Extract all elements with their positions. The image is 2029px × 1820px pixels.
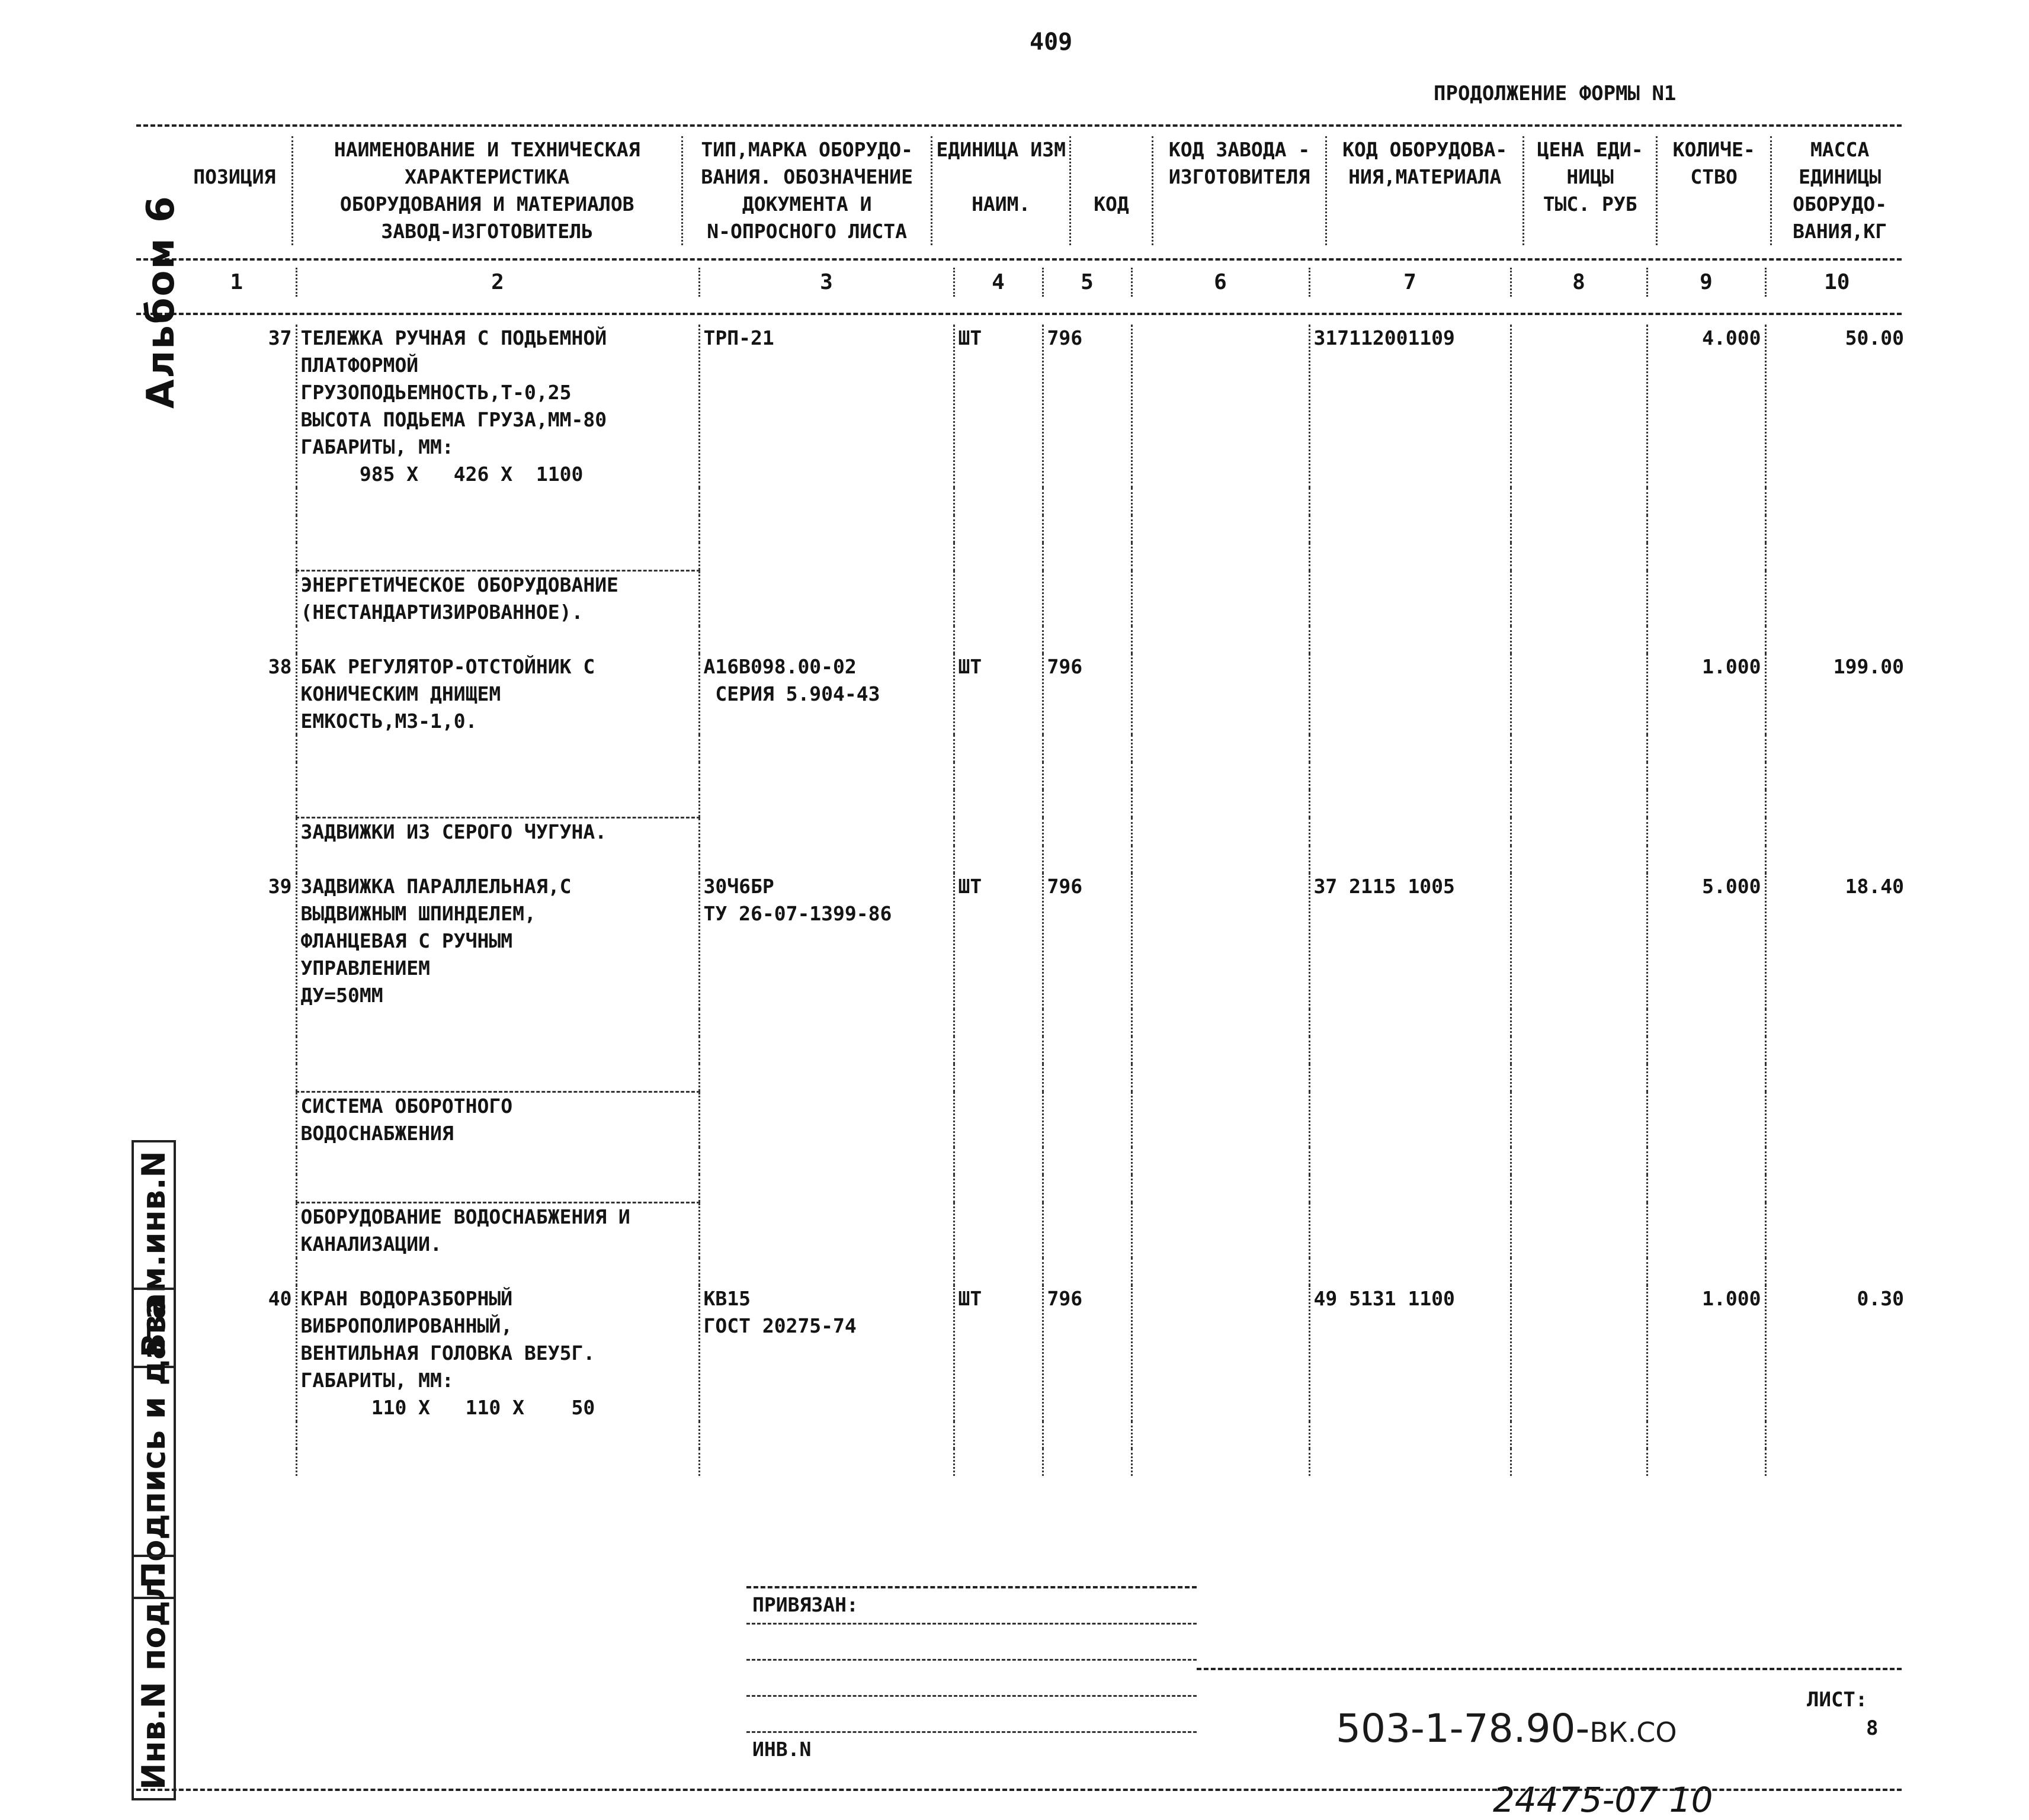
header-line: ОБОРУДОВАНИЯ И МАТЕРИАЛОВ xyxy=(339,192,634,216)
cell-name: БАК РЕГУЛЯТОР-ОТСТОЙНИК С КОНИЧЕСКИМ ДНИЩЕМ ЕМКОСТЬ,М3-1,0. xyxy=(296,653,699,735)
header-cell xyxy=(1152,136,1326,245)
cell-factory-code xyxy=(1132,325,1309,488)
cell-equip-code xyxy=(1309,653,1511,735)
header-line xyxy=(1331,191,1519,218)
header-line: ХАРАКТЕРИСТИКА xyxy=(405,165,570,188)
vzam-inv-label: Взам.инв.N xyxy=(132,1140,176,1368)
header-line xyxy=(936,218,1066,245)
cell-name: КРАН ВОДОРАЗБОРНЫЙ ВИБРОПОЛИРОВАННЫЙ, ВЕНТИЛЬНАЯ ГОЛОВКА ВЕУ5Г. ГАБАРИТЫ, ММ: 110 X 110 X 50 xyxy=(296,1285,699,1421)
spacer-row xyxy=(178,1174,1908,1203)
column-number: 2 xyxy=(296,268,699,297)
header-rule xyxy=(136,258,1902,261)
header-cell xyxy=(1771,136,1908,245)
cell-unit-code: 796 xyxy=(1043,325,1132,488)
header-line: КОЛИЧЕ- xyxy=(1672,138,1755,161)
spacer-row xyxy=(178,1449,1908,1476)
cell-equip-code: 37 2115 1005 xyxy=(1309,873,1511,1009)
spacer-row xyxy=(178,543,1908,571)
signature-date-label: Подпись и дата xyxy=(132,1288,176,1599)
cell-unit-code: 796 xyxy=(1043,653,1132,735)
column-number: 10 xyxy=(1765,268,1908,297)
cell-price xyxy=(1511,325,1647,488)
header-line xyxy=(1157,191,1322,218)
spacer-row xyxy=(178,789,1908,818)
header-line xyxy=(181,136,288,163)
spacer-row xyxy=(178,1036,1908,1064)
column-number: 9 xyxy=(1647,268,1765,297)
spacer-row xyxy=(178,1147,1908,1174)
column-number: 3 xyxy=(699,268,954,297)
header-line xyxy=(1075,218,1148,245)
cell-qty: 1.000 xyxy=(1647,1285,1765,1421)
header-line: НИЯ,МАТЕРИАЛА xyxy=(1348,165,1502,188)
header-line: КОД xyxy=(1094,192,1129,216)
doc-code-main: 503-1-78.90- xyxy=(1336,1706,1590,1751)
header-line xyxy=(1157,218,1322,245)
cell-unit: ШТ xyxy=(954,873,1043,1009)
cell-unit-code: 796 xyxy=(1043,873,1132,1009)
album-label: Альбом 6 xyxy=(139,195,183,409)
header-line: ТИП,МАРКА ОБОРУДО- xyxy=(701,138,913,161)
header-line xyxy=(1661,191,1767,218)
column-number: 6 xyxy=(1132,268,1309,297)
cell-pos: 37 xyxy=(268,326,292,349)
cell-mass: 50.00 xyxy=(1765,325,1908,488)
spacer-row xyxy=(178,762,1908,789)
header-line: ИЗГОТОВИТЕЛЯ xyxy=(1168,165,1310,188)
cell-mass: 0.30 xyxy=(1765,1285,1908,1421)
cell-name: ЗАДВИЖКА ПАРАЛЛЕЛЬНАЯ,С ВЫДВИЖНЫМ ШПИНДЕЛЕМ, ФЛАНЦЕВАЯ С РУЧНЫМ УПРАВЛЕНИЕМ ДУ=50ММ xyxy=(296,873,699,1009)
header-line: ДОКУМЕНТА И xyxy=(742,192,872,216)
spacer-row xyxy=(178,1258,1908,1285)
table-row xyxy=(178,1285,1908,1421)
spacer-row xyxy=(178,1009,1908,1036)
cell-factory-code xyxy=(1132,873,1309,1009)
section-title: ЭНЕРГЕТИЧЕСКОЕ ОБОРУДОВАНИЕ (НЕСТАНДАРТИЗИРОВАННОЕ). xyxy=(296,571,699,627)
document-code xyxy=(1336,1706,1677,1751)
privyazan-label: ПРИВЯЗАН: xyxy=(752,1593,858,1616)
cell-unit: ШТ xyxy=(954,325,1043,488)
cell-type: А16В098.00-02 СЕРИЯ 5.904-43 xyxy=(699,653,954,735)
header-line: СТВО xyxy=(1690,165,1738,188)
table-header xyxy=(178,136,1908,245)
header-line: НИЦЫ xyxy=(1566,165,1614,188)
section-row xyxy=(178,1203,1908,1259)
sheet-number: 8 xyxy=(1866,1716,1879,1740)
header-line xyxy=(1528,218,1652,245)
cell-type: 30Ч6БР ТУ 26-07-1399-86 xyxy=(699,873,954,1009)
cell-qty: 1.000 xyxy=(1647,653,1765,735)
header-line xyxy=(181,191,288,218)
header-line xyxy=(936,163,1066,191)
section-title: ОБОРУДОВАНИЕ ВОДОСНАБЖЕНИЯ И КАНАЛИЗАЦИИ. xyxy=(296,1203,699,1259)
column-number: 5 xyxy=(1043,268,1132,297)
spec-table xyxy=(178,325,1908,1476)
header-line: МАССА xyxy=(1810,138,1870,161)
spacer-row xyxy=(178,735,1908,762)
section-title: СИСТЕМА ОБОРОТНОГО ВОДОСНАБЖЕНИЯ xyxy=(296,1092,699,1148)
header-cell xyxy=(1326,136,1524,245)
bottom-rule xyxy=(136,1789,1902,1791)
cell-unit: ШТ xyxy=(954,1285,1043,1421)
spacer-row xyxy=(178,1421,1908,1449)
section-title: ЗАДВИЖКИ ИЗ СЕРОГО ЧУГУНА. xyxy=(296,818,699,846)
header-line xyxy=(1331,218,1519,245)
cell-mass: 199.00 xyxy=(1765,653,1908,735)
spacer-row xyxy=(178,515,1908,543)
section-row xyxy=(178,571,1908,627)
inv-label: ИНВ.N xyxy=(752,1738,812,1761)
header-cell xyxy=(1657,136,1771,245)
header-line: ВАНИЯ. ОБОЗНАЧЕНИЕ xyxy=(701,165,913,188)
header-line: ЕДИНИЦА ИЗМ xyxy=(936,138,1066,161)
spacer-row xyxy=(178,488,1908,515)
section-row xyxy=(178,1092,1908,1148)
header-line: ТЫС. РУБ xyxy=(1543,192,1637,216)
spacer-row xyxy=(178,846,1908,873)
header-line: КОД ОБОРУДОВА- xyxy=(1342,138,1508,161)
continuation-title: ПРОДОЛЖЕНИЕ ФОРМЫ N1 xyxy=(1434,82,1677,105)
header-line: НАИМ. xyxy=(972,192,1031,216)
cell-name: ТЕЛЕЖКА РУЧНАЯ С ПОДЬЕМНОЙ ПЛАТФОРМОЙ ГРУЗОПОДЬЕМНОСТЬ,Т-0,25 ВЫСОТА ПОДЬЕМА ГРУЗА,ММ-80 ГАБАРИТЫ, ММ: 985 X 426 X 1100 xyxy=(296,325,699,488)
header-cell xyxy=(682,136,932,245)
header-line xyxy=(1075,136,1148,163)
header-cell xyxy=(292,136,682,245)
cell-qty: 4.000 xyxy=(1647,325,1765,488)
doc-code-suffix: ВК.СО xyxy=(1589,1716,1677,1748)
header-line: ЕДИНИЦЫ xyxy=(1799,165,1881,188)
cell-unit-code: 796 xyxy=(1043,1285,1132,1421)
page-number: 409 xyxy=(1030,28,1073,56)
spacer-row xyxy=(178,1064,1908,1092)
table-row xyxy=(178,325,1908,488)
table-row xyxy=(178,873,1908,1009)
cell-equip-code: 49 5131 1100 xyxy=(1309,1285,1511,1421)
top-rule xyxy=(136,124,1902,127)
header-cell xyxy=(178,136,292,245)
header-cell xyxy=(1524,136,1657,245)
inventory-number: 24475-07 10 xyxy=(1493,1780,1713,1820)
cell-price xyxy=(1511,1285,1647,1421)
header-line: ПОЗИЦИЯ xyxy=(193,165,276,188)
inv-podl-label: Инв.N подл. xyxy=(132,1555,176,1800)
cell-type: ТРП-21 xyxy=(699,325,954,488)
cell-equip-code: 317112001109 xyxy=(1309,325,1511,488)
column-numbers xyxy=(178,268,1908,297)
header-line: ОБОРУДО- xyxy=(1793,192,1887,216)
cell-price xyxy=(1511,653,1647,735)
cell-price xyxy=(1511,873,1647,1009)
header-cell xyxy=(932,136,1070,245)
header-line: КОД ЗАВОДА - xyxy=(1168,138,1310,161)
title-stamp xyxy=(746,1586,1197,1767)
header-line xyxy=(1075,163,1148,191)
header-line: ВАНИЯ,КГ xyxy=(1793,220,1887,243)
colnum-rule xyxy=(136,313,1902,315)
cell-factory-code xyxy=(1132,653,1309,735)
cell-pos: 40 xyxy=(268,1287,292,1310)
cell-factory-code xyxy=(1132,1285,1309,1421)
sheet-label: ЛИСТ: xyxy=(1807,1688,1868,1712)
header-line: N-ОПРОСНОГО ЛИСТА xyxy=(707,220,908,243)
section-row xyxy=(178,818,1908,846)
column-number: 4 xyxy=(954,268,1043,297)
cell-mass: 18.40 xyxy=(1765,873,1908,1009)
cell-pos: 38 xyxy=(268,655,292,678)
header-line: ЦЕНА ЕДИ- xyxy=(1537,138,1643,161)
column-number: 1 xyxy=(230,270,243,294)
spacer-row xyxy=(178,626,1908,653)
cell-unit: ШТ xyxy=(954,653,1043,735)
column-number: 8 xyxy=(1511,268,1647,297)
cell-pos: 39 xyxy=(268,875,292,898)
header-line: ЗАВОД-ИЗГОТОВИТЕЛЬ xyxy=(381,220,594,243)
column-number: 7 xyxy=(1309,268,1511,297)
cell-type: КВ15 ГОСТ 20275-74 xyxy=(699,1285,954,1421)
table-row xyxy=(178,653,1908,735)
header-line: НАИМЕНОВАНИЕ И ТЕХНИЧЕСКАЯ xyxy=(334,138,640,161)
header-cell xyxy=(1070,136,1153,245)
header-line xyxy=(1661,218,1767,245)
cell-qty: 5.000 xyxy=(1647,873,1765,1009)
header-line xyxy=(181,218,288,245)
